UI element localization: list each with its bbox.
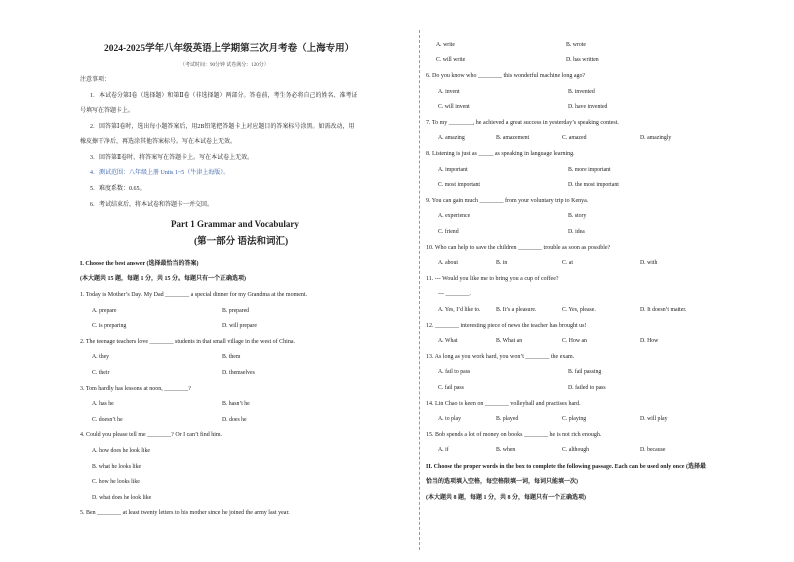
answer-option: A. write bbox=[436, 42, 455, 48]
question-stem: 15. Bob spends a lot of money on books ________ he is not rich enough. bbox=[426, 431, 602, 438]
answer-option: D. with bbox=[640, 260, 658, 267]
question-stem: 3. Tom hardly has lessons at noon, ________? bbox=[80, 385, 191, 392]
answer-option: B. It’s a pleasure. bbox=[496, 307, 537, 313]
answer-option: B. amazement bbox=[496, 135, 530, 142]
answer-option: B. them bbox=[222, 354, 241, 361]
note-line: 6．考试结束后，将本试卷和答题卡一并交回。 bbox=[90, 202, 214, 208]
notes-heading: 注意事项： bbox=[80, 77, 111, 83]
answer-option: D. what does he look like bbox=[92, 494, 152, 501]
answer-option: D. does he bbox=[222, 416, 247, 423]
answer-option: C. their bbox=[92, 370, 110, 376]
answer-option: A. amazing bbox=[438, 135, 465, 142]
note-line: 3．回答第Ⅱ卷时，将答案写在答题卡上。写在本试卷上无效。 bbox=[90, 155, 254, 161]
answer-option: C. How an bbox=[562, 338, 587, 345]
answer-option: A. has he bbox=[92, 401, 114, 408]
answer-option: C. most important bbox=[438, 182, 481, 189]
answer-option: A. What bbox=[438, 338, 458, 345]
question-stem: 11. --- Would you like me to bring you a cup of coffee? bbox=[426, 275, 559, 282]
section2-heading: II. Choose the proper words in the box to complete the following passage. Each can be used only once (选择最 bbox=[426, 464, 706, 470]
part-title: Part 1 Grammar and Vocabulary bbox=[171, 219, 299, 229]
answer-option: C. Yes, please. bbox=[562, 307, 596, 313]
answer-option: D. How bbox=[640, 338, 659, 345]
answer-option: D. will play bbox=[640, 416, 668, 423]
answer-option: B. played bbox=[496, 416, 519, 423]
note-line: 2．回答第Ⅰ卷时，选出每小题答案后，用2B铅笔把答题卡上对应题目的答案标号涂黑。如需改动，用 bbox=[90, 124, 355, 130]
note-line-scope: 4．测试范围：八年级上册 Units 1~5（牛津上海版）。 bbox=[90, 170, 230, 176]
question-stem: 8. Listening is just as _____ as speaking in language learning. bbox=[426, 151, 575, 157]
answer-option: D. themselves bbox=[222, 370, 255, 376]
answer-option: A. important bbox=[438, 166, 468, 173]
answer-option: A. to play bbox=[438, 416, 462, 423]
answer-option: D. has written bbox=[566, 57, 599, 63]
note-line: 橡皮擦干净后，再选涂其他答案标号。写在本试卷上无效。 bbox=[80, 139, 237, 145]
note-line: 1．本试卷分第Ⅰ卷（选择题）和第Ⅱ卷（非选择题）两部分。答卷前，考生务必将自己的姓名、准考证 bbox=[90, 93, 358, 99]
answer-option: B. invented bbox=[568, 88, 595, 95]
answer-option: A. Yes, I’d like to. bbox=[438, 307, 481, 313]
answer-option: D. amazingly bbox=[640, 135, 672, 142]
answer-option: C. will invent bbox=[438, 104, 470, 111]
answer-option: D. because bbox=[640, 447, 666, 454]
answer-option: C. although bbox=[562, 447, 590, 454]
answer-option: B. fail passing bbox=[568, 369, 602, 376]
question-stem: 1. Today is Mother’s Day. My Dad ________ a special dinner for my Grandma at the moment. bbox=[80, 292, 308, 298]
question-stem: 9. You can gain much ________ from your voluntary trip to Kenya. bbox=[426, 197, 589, 204]
page-title: 2024-2025学年八年级英语上学期第三次月考卷（上海专用） bbox=[104, 44, 355, 54]
answer-option: A. if bbox=[438, 447, 449, 454]
answer-option: C. fail pass bbox=[438, 385, 464, 391]
answer-option: A. how does he look like bbox=[92, 448, 150, 454]
column-divider bbox=[419, 30, 420, 550]
answer-option: D. the most important bbox=[568, 182, 619, 189]
answer-option: D. It doesn’t matter. bbox=[640, 307, 687, 313]
answer-option: B. when bbox=[496, 447, 516, 454]
answer-option: C. amazed bbox=[562, 135, 587, 142]
answer-option: D. failed to pass bbox=[568, 385, 606, 391]
answer-option: C. will write bbox=[436, 57, 466, 63]
question-stem: 7. To my ________, he achieved a great success in yesterday’s speaking contest. bbox=[426, 119, 619, 126]
question-stem: 6. Do you know who ________ this wonderful machine long ago? bbox=[426, 73, 586, 79]
question-stem: 12. ________ interesting piece of news the teacher has brought us! bbox=[426, 322, 587, 329]
question-stem: 14. Lin Chao is keen on ________ volleyball and practises hard. bbox=[426, 400, 581, 407]
note-line: 5．难度系数：0.65。 bbox=[90, 186, 146, 192]
answer-option: A. fail to pass bbox=[438, 369, 471, 376]
answer-option: C. playing bbox=[562, 416, 587, 423]
answer-option: C. at bbox=[562, 260, 573, 267]
question-reply-blank: --- ________. bbox=[438, 291, 471, 298]
section1-heading: I. Choose the best answer (选择最恰当的答案) bbox=[80, 261, 199, 267]
answer-option: A. experience bbox=[438, 213, 471, 220]
answer-option: B. what he looks like bbox=[92, 463, 142, 470]
answer-option: D. idea bbox=[568, 229, 585, 235]
answer-option: A. they bbox=[92, 354, 110, 361]
part-title-cn: (第一部分 语法和词汇) bbox=[194, 237, 289, 247]
answer-option: B. prepared bbox=[222, 307, 250, 314]
answer-option: A. prepare bbox=[92, 307, 117, 314]
exam-info: （考试时间：90分钟 试卷满分：120分） bbox=[180, 63, 269, 68]
answer-option: C. friend bbox=[438, 229, 459, 235]
answer-option: B. more important bbox=[568, 166, 611, 173]
answer-option: B. hasn’t he bbox=[222, 401, 250, 408]
question-stem: 2. The teenage teachers love ________ students in that small village in the west of China. bbox=[80, 338, 296, 345]
question-stem: 4. Could you please tell me ________? Or I can’t find him. bbox=[80, 432, 223, 439]
answer-option: D. will prepare bbox=[222, 323, 257, 330]
answer-option: B. in bbox=[496, 260, 508, 267]
section1-note: (本大题共 15 题，每题 1 分，共 15 分。每题只有一个正确选项) bbox=[80, 276, 246, 282]
question-stem: 5. Ben ________ at least twenty letters to his mother since he joined the army last year. bbox=[80, 510, 290, 517]
answer-option: C. is preparing bbox=[92, 323, 127, 330]
section2-note: (本大题共 8 题，每题 1 分，共 8 分，每题只有一个正确选项) bbox=[426, 495, 586, 501]
answer-option: B. story bbox=[568, 213, 587, 220]
answer-option: A. about bbox=[438, 260, 458, 267]
question-stem: 13. As long as you work hard, you won’t ________ the exam. bbox=[426, 353, 575, 360]
answer-option: B. What an bbox=[496, 338, 523, 345]
answer-option: B. wrote bbox=[566, 42, 586, 48]
note-line: 号填写在答题卡上。 bbox=[80, 108, 135, 114]
answer-option: A. invent bbox=[438, 88, 460, 95]
answer-option: C. doesn’t he bbox=[92, 416, 123, 423]
answer-option: D. have invented bbox=[568, 104, 608, 111]
section2-heading-cont: 恰当的选项填入空格，每空格限填一词，每词只能填一次) bbox=[426, 479, 578, 485]
question-stem: 10. Who can help to save the children ________ trouble as soon as possible? bbox=[426, 244, 611, 251]
answer-option: C. how he looks like bbox=[92, 479, 140, 486]
